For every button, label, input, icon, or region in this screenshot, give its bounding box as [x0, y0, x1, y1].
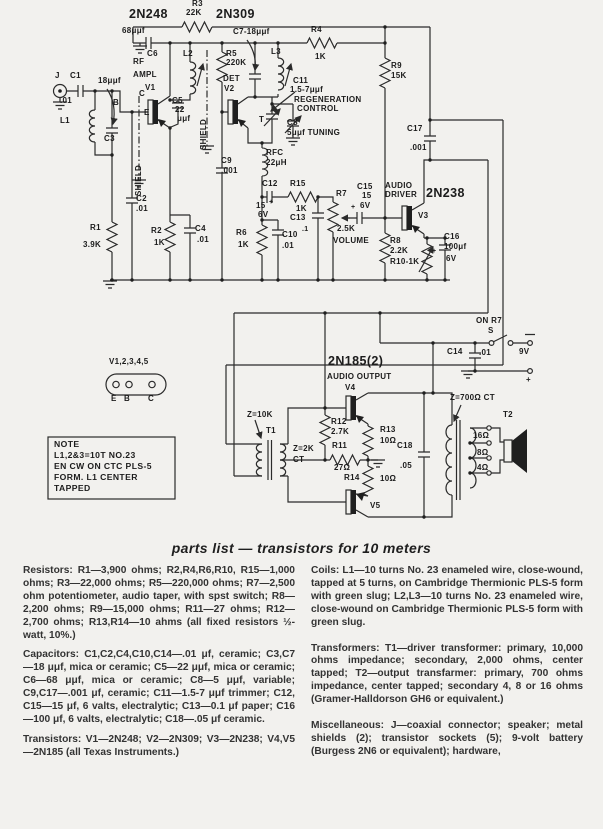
- resistor-R4: [307, 38, 337, 48]
- schematic-label: C: [148, 394, 155, 403]
- schematic-label: R8: [390, 236, 401, 245]
- schematic-label: 6V: [360, 201, 371, 210]
- socket-pin-C: [149, 381, 155, 387]
- resistor-R15: [288, 192, 318, 202]
- schematic-label: 68μμf: [122, 26, 145, 35]
- schematic-label: .01: [282, 241, 295, 250]
- schematic-label: 2N248: [129, 7, 168, 21]
- resistor-R14: [363, 466, 373, 496]
- schematic-label: L3: [271, 47, 281, 56]
- resistor-R3: [182, 22, 212, 32]
- schematic-label: C4: [195, 224, 206, 233]
- schematic-label: C3: [104, 134, 115, 143]
- miscellaneous-paragraph: Miscellaneous: J—coaxial connector; speaker; metal shields (2); transistor sockets (5); 9-volt battery (Burgess 2N6 or equivalent); hardware,: [311, 720, 583, 757]
- schematic-label: AUDIO OUTPUT: [327, 372, 392, 381]
- schematic-label: 1.5-7μμf: [290, 85, 324, 94]
- schematic-label: AMPL: [133, 70, 157, 79]
- resistor-R6: [257, 225, 267, 255]
- schematic-label: EN CW ON CTC PLS-5: [54, 461, 152, 471]
- socket-pin-E: [113, 381, 119, 387]
- schematic-label: R10-1K: [390, 257, 420, 266]
- schematic-label: .01: [60, 96, 73, 105]
- schematic-label: SHIELD: [134, 164, 143, 196]
- schematic-label: 2.2K: [390, 246, 409, 255]
- schematic-label: C18: [397, 441, 413, 450]
- schematic-label: E: [111, 394, 117, 403]
- schematic-label: Z=10K: [247, 410, 273, 419]
- schematic-label: 2N185(2): [328, 354, 384, 368]
- resistor-R8: [380, 233, 390, 263]
- schematic-label: R13: [380, 425, 396, 434]
- schematic-label: 10Ω: [380, 474, 397, 483]
- schematic-label: NOTE: [54, 439, 80, 449]
- schematic-label: 1K: [315, 52, 326, 61]
- schematic-label: .01: [136, 204, 149, 213]
- schematic-label: C9: [221, 156, 232, 165]
- schematic-label: TAPPED: [54, 483, 91, 493]
- schematic-label: 220K: [226, 58, 247, 67]
- schematic-label: 10Ω: [380, 436, 397, 445]
- schematic-label: RFC: [266, 148, 284, 157]
- transistor-socket-outline: [106, 374, 166, 395]
- schematic-label: T1: [266, 426, 276, 435]
- resistor-R10: [422, 244, 432, 274]
- schematic-label: 2.5K: [337, 224, 356, 233]
- schematic-label: C5: [172, 96, 183, 105]
- resistor-R12: [320, 415, 330, 445]
- battery-terminal-plus: [528, 369, 533, 374]
- schematic-label: R11: [332, 441, 348, 450]
- battery-terminal-minus: [528, 341, 533, 346]
- schematic-label: V4: [345, 383, 356, 392]
- schematic-label: C8: [287, 118, 298, 127]
- speaker-magnet: [504, 440, 512, 462]
- schematic-label: C13: [290, 213, 306, 222]
- resistor-R1: [107, 222, 117, 252]
- schematic-label: C12: [262, 179, 278, 188]
- schematic-label: E: [144, 108, 150, 117]
- schematic-label: 100μf: [444, 242, 467, 251]
- switch-contact: [489, 341, 494, 346]
- schematic-label: Z=700Ω CT: [450, 393, 495, 402]
- schematic-label: 1K: [154, 238, 165, 247]
- schematic-label: 2N309: [216, 7, 255, 21]
- coils-paragraph: Coils: L1—10 turns No. 23 enameled wire, close-wound, tapped at 5 turns, on Cambridge Thermionic PLS-5 form with green slug; L2,L3—10 turns No. 23 enameled wire, close-wound on Cambridge Thermionic PLS-5 form with green slug.: [311, 565, 583, 628]
- schematic-label: AUDIO: [385, 181, 413, 190]
- schematic-label: CONTROL: [297, 104, 339, 113]
- schematic-label: .01: [479, 348, 492, 357]
- schematic-label: C2: [136, 194, 147, 203]
- schematic-label: 27Ω: [334, 463, 351, 472]
- schematic-label: SHIELD: [199, 118, 208, 150]
- schematic-label: 16Ω: [473, 431, 490, 440]
- schematic-label: .001: [221, 166, 238, 175]
- schematic-label: C11: [293, 76, 309, 85]
- schematic-label: 15K: [391, 71, 407, 80]
- transformer-T1-primary: [256, 444, 262, 476]
- schematic-label: DET: [223, 74, 240, 83]
- schematic-label: DRIVER: [385, 190, 418, 199]
- schematic-label: R7: [336, 189, 347, 198]
- transistors-paragraph: Transistors: V1—2N248; V2—2N309; V3—2N238; V4,V5—2N185 (all Texas Instruments.): [23, 733, 295, 758]
- schematic-label: C15: [357, 182, 373, 191]
- t2-tap-16ohm: [487, 441, 491, 445]
- schematic-label: +: [269, 199, 274, 206]
- schematic-label: B: [113, 98, 120, 107]
- schematic-label: 4Ω: [477, 463, 489, 472]
- transistor-V5: [346, 490, 356, 514]
- transformer-T2-primary: [446, 425, 452, 495]
- schematic-label: 22K: [186, 8, 202, 17]
- coil-L1: [89, 110, 95, 142]
- schematic-label: 6V: [446, 254, 457, 263]
- schematic-label: 9V: [519, 347, 530, 356]
- schematic-label: C14: [447, 347, 463, 356]
- schematic-label: J: [55, 71, 60, 80]
- schematic-label: 15: [256, 201, 266, 210]
- schematic-label: B: [124, 394, 131, 403]
- schematic-label: L2: [183, 49, 193, 58]
- schematic-label: C7-18μμf: [233, 27, 270, 36]
- schematic-label: 1K: [238, 240, 249, 249]
- parts-list-right-column: [311, 565, 583, 772]
- schematic-label: V1: [145, 83, 156, 92]
- schematic-label: V1,2,3,4,5: [109, 357, 149, 366]
- schematic-label: REGENERATION: [294, 95, 362, 104]
- schematic-label: 2.7K: [331, 427, 350, 436]
- schematic-label: R9: [391, 61, 402, 70]
- schematic-label: 22μH: [266, 158, 287, 167]
- schematic-label: RF: [133, 57, 145, 66]
- schematic-label: T: [259, 115, 265, 124]
- schematic-label: C10: [282, 230, 298, 239]
- schematic-label: VOLUME: [333, 236, 370, 245]
- schematic-label: S: [488, 326, 494, 335]
- resistor-R9: [380, 58, 390, 88]
- schematic-label: Z=2K: [293, 444, 314, 453]
- schematic-label: C16: [444, 232, 460, 241]
- resistor-R2: [165, 222, 175, 252]
- schematic-label: .05: [400, 461, 413, 470]
- schematic-label: R3: [192, 0, 203, 8]
- schematic-label: 15: [362, 191, 372, 200]
- schematic-label: R2: [151, 226, 162, 235]
- schematic-label: 2N238: [426, 186, 465, 200]
- t2-tap: [487, 426, 491, 430]
- transformers-paragraph: Transformers: T1—driver transformer: primary, 10,000 ohms impedance; secondary, 2,000 ohms, center tapped; T2—output transfarmer: primary, 700 ohms impedance, center tapped; secondary 4, 8 or 16 ohms (Gramer-Halldorson GH6 or equivalent.): [311, 642, 583, 706]
- schematic-label: ON R7: [476, 316, 502, 325]
- schematic-label: .01: [197, 235, 210, 244]
- capacitors-paragraph: Capacitors: C1,C2,C4,C10,C14—.01 μf, ceramic; C3,C7—18 μμf, mica or ceramic; C5—22 μμf, mica or ceramic; C6—68 μμf, mica or ceramic; C8—5 μμf, variable; C9,C17—.001 μf, ceramic; C11—1.5-7 μμf trimmer; C12, C15—15 μf, 6 valts, electralytic; C13—0.1 μf paper; C16—100 μf, 6 valts, electralytic; C18—.05 μf ceramic.: [23, 649, 295, 725]
- schematic-label: R12: [331, 417, 347, 426]
- transistor-V4: [346, 396, 356, 420]
- schematic-label: 18μμf: [98, 76, 121, 85]
- schematic-label: L1: [60, 116, 70, 125]
- schematic-label: 3.9K: [83, 240, 102, 249]
- schematic-label: +: [351, 204, 356, 211]
- figure-caption: parts list — transistors for 10 meters: [171, 540, 432, 556]
- resistor-R13: [363, 426, 373, 456]
- schematic-label: 6V: [258, 210, 269, 219]
- schematic-label: R14: [344, 473, 360, 482]
- schematic-label: R4: [311, 25, 322, 34]
- resistors-paragraph: Resistors: R1—3,900 ohms; R2,R4,R6,R10, R15—1,000 ohms; R3—22,000 ohms; R5—220,000 ohms; R7—2,500 ohm potentiometer, audio taper, with spst switch; R8—2,200 ohms; R9—15,000 ohms; R11—27 ohms; R12—2,700 ohms; R13,R14—10 ahms (all fixed resistors ½-watt, 10%.): [23, 565, 295, 641]
- coil-L2: [190, 62, 196, 94]
- schematic-label: 5μμf TUNING: [287, 128, 341, 137]
- schematic-label: R5: [226, 49, 237, 58]
- schematic-label: C: [139, 89, 146, 98]
- schematic-label: .1: [302, 226, 309, 233]
- schematic-label: .001: [410, 143, 427, 152]
- schematic-label: T2: [503, 410, 513, 419]
- parts-list-left-column: [23, 565, 295, 772]
- schematic-label: C17: [407, 124, 423, 133]
- schematic-label: V2: [224, 84, 235, 93]
- transistor-V2: [228, 100, 238, 124]
- schematic-label: +: [526, 375, 531, 384]
- parts-list: [0, 555, 603, 772]
- schematic-label: CT: [293, 455, 305, 464]
- schematic-label: FORM. L1 CENTER: [54, 472, 138, 482]
- schematic-label: R6: [236, 228, 247, 237]
- schematic-label: C1: [70, 71, 81, 80]
- socket-pin-B: [126, 381, 132, 387]
- switch-contact: [508, 341, 513, 346]
- speaker-cone: [512, 429, 527, 473]
- schematic-label: V5: [370, 501, 381, 510]
- schematic-label: L1,2&3=10T NO.23: [54, 450, 136, 460]
- schematic-label: R1: [90, 223, 101, 232]
- schematic-label: V3: [418, 211, 429, 220]
- schematic-label: +: [432, 248, 437, 255]
- schematic-label: R15: [290, 179, 306, 188]
- schematic-label: 1K: [296, 204, 307, 213]
- schematic-label: 22: [175, 105, 185, 114]
- transistor-V3: [402, 206, 412, 230]
- schematic-label: C6: [147, 49, 158, 58]
- coil-L3: [278, 58, 284, 90]
- schematic-label: 8Ω: [477, 448, 489, 457]
- schematic-label: μμf: [177, 114, 191, 123]
